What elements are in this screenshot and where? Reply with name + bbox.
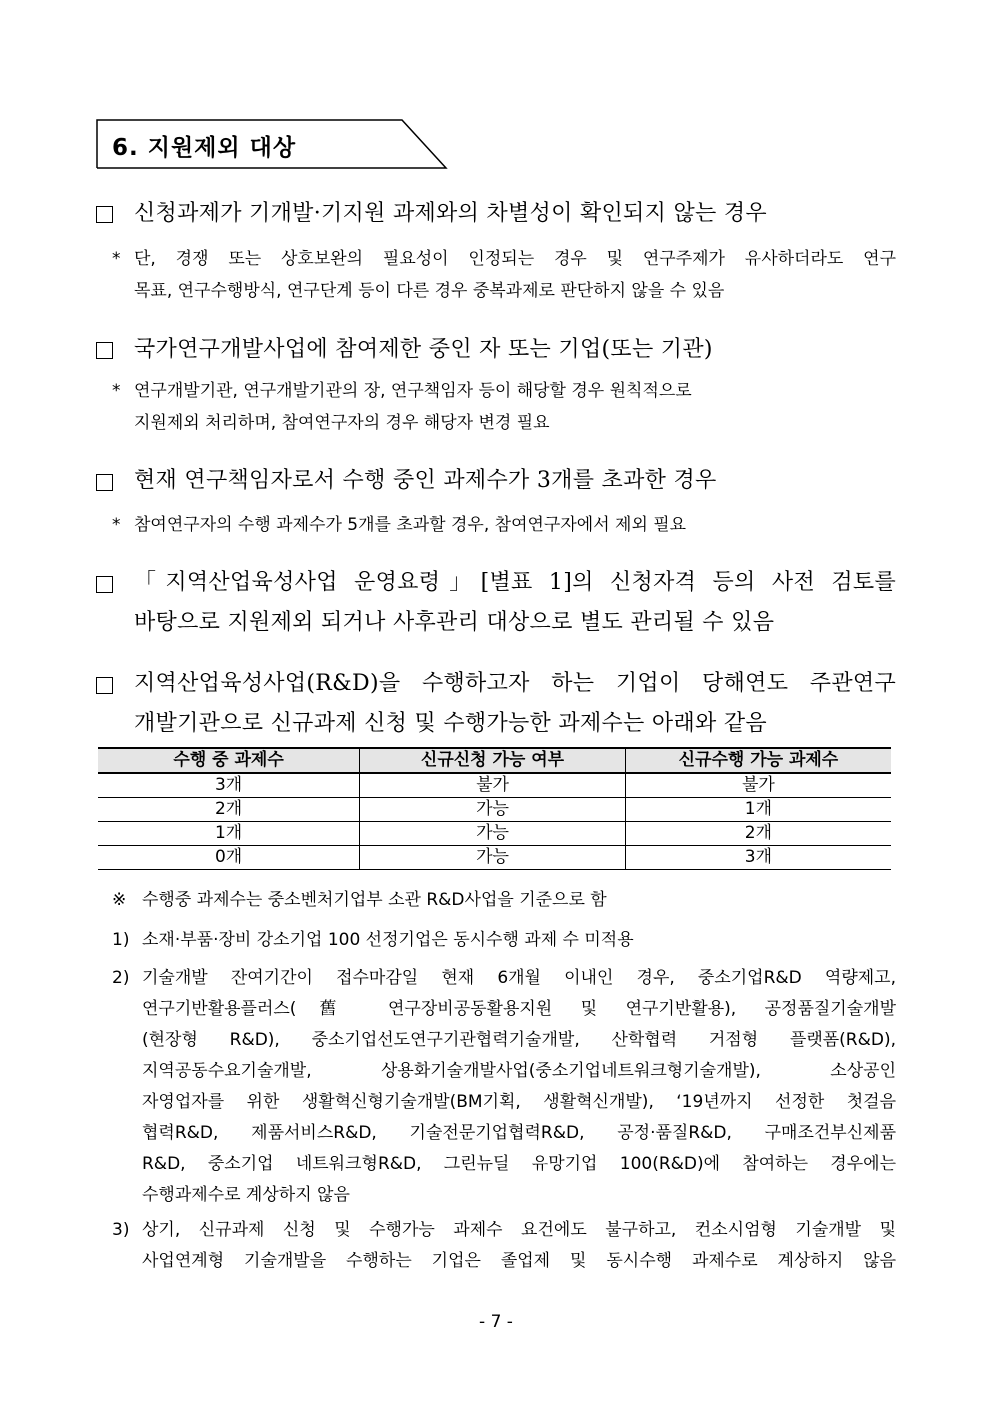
table-cell: 1개 [625, 798, 891, 822]
table-cell: 2개 [98, 798, 360, 822]
note-3 [112, 509, 896, 541]
footnote-2-line: 지역공동수요기술개발, 상용화기술개발사업(중소기업네트워크형기술개발), 소상공인 [142, 1061, 896, 1081]
table-cell: 3개 [625, 846, 891, 870]
note-2-line-1: 연구개발기관, 연구개발기관의 장, 연구책임자 등이 해당할 경우 원칙적으로 [134, 381, 692, 401]
footnote-number: 3) [112, 1220, 130, 1240]
note-3-line-1: 참여연구자의 수행 과제수가 5개를 초과할 경우, 참여연구자에서 제외 필요 [134, 515, 687, 535]
checkbox-icon [96, 677, 113, 694]
exclusion-item-4 [96, 563, 896, 643]
footnote-2-line: (현장형 R&D), 중소기업선도연구기관협력기술개발, 산학협력 거점형 플랫폼(R&D), [142, 1030, 896, 1050]
item-5-line-1: 지역산업육성사업(R&D)을 수행하고자 하는 기업이 당해연도 주관연구 [134, 671, 896, 696]
note-1 [112, 243, 896, 307]
note-marker: * [112, 249, 121, 269]
footnote-2-line: 연구기반활용플러스(舊 연구장비공동활용지원 및 연구기반활용), 공정품질기술개발 [142, 999, 896, 1019]
footnote-3 [112, 1215, 896, 1277]
section-header [96, 119, 448, 169]
item-4-line-2: 바탕으로 지원제외 되거나 사후관리 대상으로 별도 관리될 수 있음 [134, 610, 775, 635]
table-cell: 1개 [98, 822, 360, 846]
item-2-text: 국가연구개발사업에 참여제한 중인 자 또는 기업(또는 기관) [134, 337, 713, 362]
footnote-2 [112, 963, 896, 1213]
note-2 [112, 375, 896, 439]
footnote-number: 1) [112, 930, 130, 950]
section-title: 6. 지원제외 대상 [112, 135, 297, 161]
note-1-line-2: 목표, 연구수행방식, 연구단계 등이 다른 경우 중복과제로 판단하지 않을 수 있음 [134, 281, 725, 301]
task-count-table [98, 747, 891, 870]
footnote-3-line: 사업연계형 기술개발을 수행하는 기업은 졸업제 및 동시수행 과제수로 계상하지 않음 [142, 1251, 896, 1271]
note-marker: * [112, 381, 121, 401]
footnote-2-line: 기술개발 잔여기간이 접수마감일 현재 6개월 이내인 경우, 중소기업R&D 역량제고, [142, 968, 896, 988]
table-row [98, 798, 891, 822]
footnote-1 [112, 925, 896, 956]
table-cell: 가능 [360, 822, 626, 846]
item-1-text: 신청과제가 기개발·기지원 과제와의 차별성이 확인되지 않는 경우 [134, 201, 767, 226]
footnote-1-text: 소재·부품·장비 강소기업 100 선정기업은 동시수행 과제 수 미적용 [142, 930, 634, 950]
reference-text: 수행중 과제수는 중소벤처기업부 소관 R&D사업을 기준으로 함 [142, 890, 607, 910]
table-cell: 3개 [98, 773, 360, 798]
table-header-cell: 신규신청 가능 여부 [360, 748, 626, 773]
checkbox-icon [96, 342, 113, 359]
table-header-cell: 신규수행 가능 과제수 [625, 748, 891, 773]
exclusion-item-3 [96, 461, 896, 501]
item-4-line-1: 「지역산업육성사업 운영요령」[별표 1]의 신청자격 등의 사전 검토를 [134, 570, 896, 595]
note-1-line-1: 단, 경쟁 또는 상호보완의 필요성이 인정되는 경우 및 연구주제가 유사하더라도 연구 [134, 249, 896, 269]
table-row [98, 773, 891, 798]
reference-mark: ※ [112, 890, 127, 910]
page-number: - 7 - [479, 1312, 513, 1332]
checkbox-icon [96, 474, 113, 491]
item-5-line-2: 개발기관으로 신규과제 신청 및 수행가능한 과제수는 아래와 같음 [134, 711, 767, 736]
exclusion-item-5 [96, 664, 896, 744]
table-header-row [98, 748, 891, 773]
table-row [98, 822, 891, 846]
table-cell: 가능 [360, 846, 626, 870]
table-cell: 0개 [98, 846, 360, 870]
exclusion-item-1 [96, 194, 896, 234]
footnote-3-line: 상기, 신규과제 신청 및 수행가능 과제수 요건에도 불구하고, 컨소시엄형 기술개발 및 [142, 1220, 896, 1240]
checkbox-icon [96, 206, 113, 223]
footnote-3-text [142, 1215, 896, 1277]
note-marker: * [112, 515, 121, 535]
table-cell: 2개 [625, 822, 891, 846]
table-header-cell: 수행 중 과제수 [98, 748, 360, 773]
footnote-2-text [142, 963, 896, 1211]
table-cell: 가능 [360, 798, 626, 822]
footnote-2-line: 자영업자를 위한 생활혁신형기술개발(BM기획, 생활혁신개발), ‘19년까지 선정한 첫걸음 [142, 1092, 896, 1112]
item-3-text: 현재 연구책임자로서 수행 중인 과제수가 3개를 초과한 경우 [134, 468, 717, 493]
table-cell: 불가 [625, 773, 891, 798]
footnote-2-line: 협력R&D, 제품서비스R&D, 기술전문기업협력R&D, 공정·품질R&D, 구매조건부신제품 [142, 1123, 896, 1143]
footnote-2-line: 수행과제수로 계상하지 않음 [142, 1185, 350, 1205]
table-row [98, 846, 891, 870]
table-cell: 불가 [360, 773, 626, 798]
footnote-number: 2) [112, 968, 130, 988]
footnote-reference [112, 885, 896, 916]
checkbox-icon [96, 576, 113, 593]
note-2-line-2: 지원제외 처리하며, 참여연구자의 경우 해당자 변경 필요 [134, 413, 550, 433]
exclusion-item-2 [96, 328, 896, 368]
footnote-2-line: R&D, 중소기업 네트워크형R&D, 그린뉴딜 유망기업 100(R&D)에 참여하는 경우에는 [142, 1154, 896, 1174]
